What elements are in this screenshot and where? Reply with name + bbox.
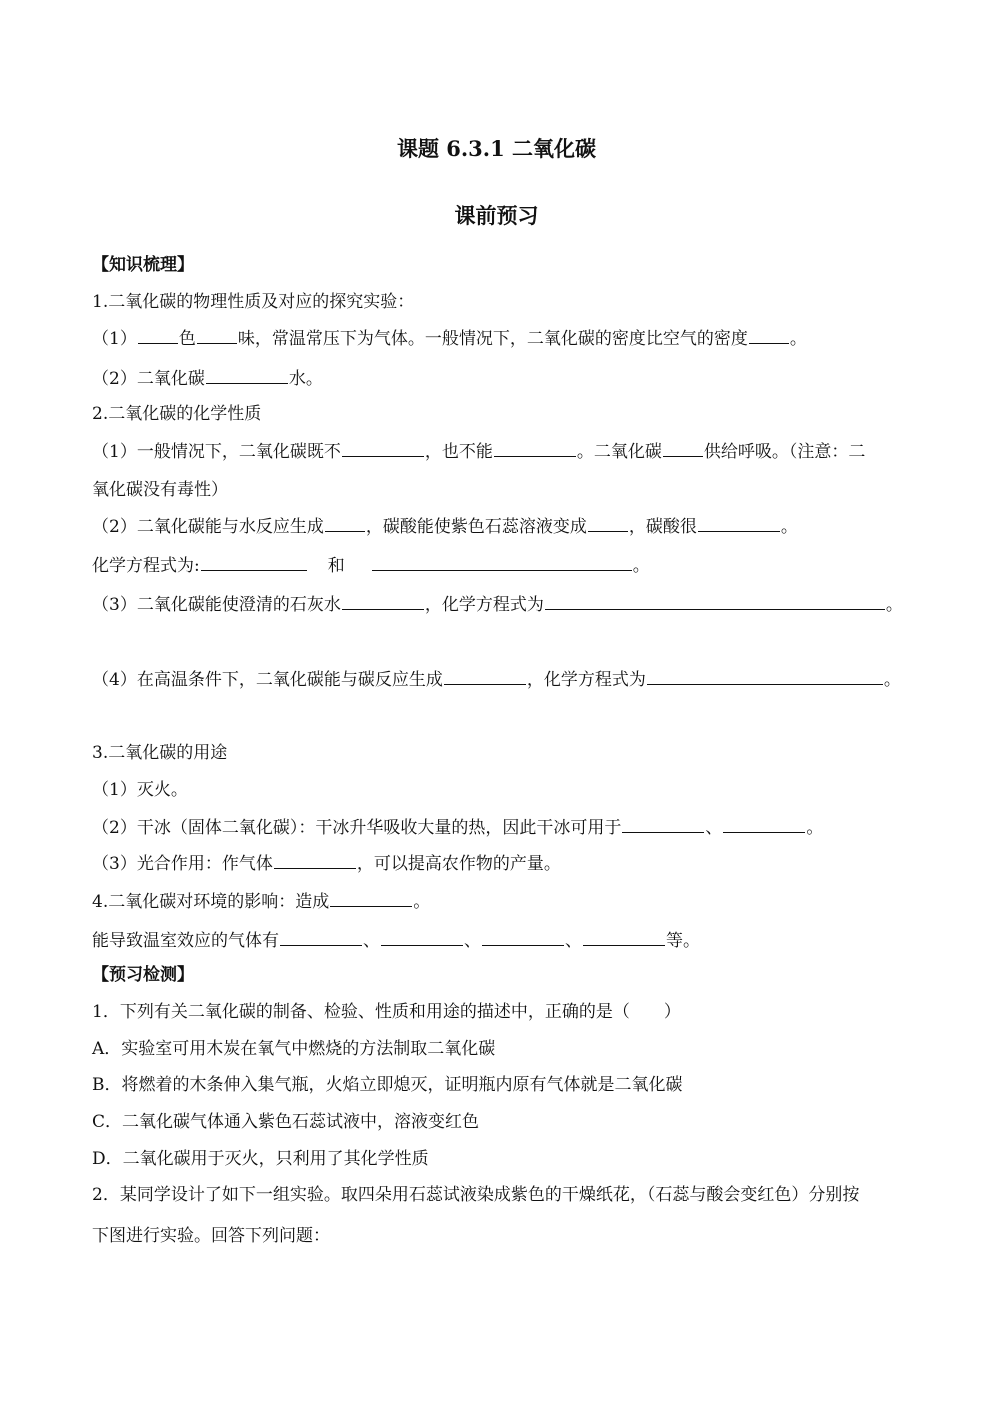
problem-1-option-c[interactable]: C．二氧化碳气体通入紫色石蕊试液中，溶液变红色 [92, 1112, 480, 1132]
blank[interactable] [749, 327, 789, 344]
question-4-gases: 能导致温室效应的气体有 、 、 、 等。 [92, 931, 700, 951]
page-title: 课题 6.3.1 二氧化碳 [396, 136, 597, 161]
blank[interactable] [274, 852, 356, 869]
blank[interactable] [698, 515, 780, 532]
blank[interactable] [622, 816, 704, 833]
question-1-1: （1） 色 味，常温常压下为气体。一般情况下，二氧化碳的密度比空气的密度 。 [92, 329, 807, 349]
blank[interactable] [444, 668, 526, 685]
question-2-2: （2）二氧化碳能与水反应生成 ，碳酸能使紫色石蕊溶液变成 ，碳酸很 。 [92, 517, 798, 537]
blank[interactable] [545, 593, 885, 610]
problem-1-option-b[interactable]: B．将燃着的木条伸入集气瓶，火焰立即熄灭，证明瓶内原有气体就是二氧化碳 [92, 1075, 683, 1095]
question-3-1: （1）灭火。 [92, 780, 188, 800]
question-2-4: （4）在高温条件下，二氧化碳能与碳反应生成 ，化学方程式为 。 [92, 670, 901, 690]
blank[interactable] [663, 440, 703, 457]
question-1-2: （2）二氧化碳 水。 [92, 369, 323, 389]
blank[interactable] [342, 440, 424, 457]
blank[interactable] [201, 554, 307, 571]
section-preview-test-heading: 【预习检测】 [92, 965, 194, 985]
question-1-heading: 1.二氧化碳的物理性质及对应的探究实验： [92, 292, 415, 312]
problem-1-option-d[interactable]: D．二氧化碳用于灭火，只利用了其化学性质 [92, 1149, 429, 1169]
blank[interactable] [138, 327, 178, 344]
blank[interactable] [280, 929, 362, 946]
question-3-2: （2）干冰（固体二氧化碳）：干冰升华吸收大量的热，因此干冰可用于 、 。 [92, 818, 824, 838]
blank[interactable] [583, 929, 665, 946]
blank[interactable] [588, 515, 628, 532]
problem-1-stem: 1．下列有关二氧化碳的制备、检验、性质和用途的描述中，正确的是（ ） [92, 1002, 681, 1022]
question-3-3: （3）光合作用：作气体 ，可以提高农作物的产量。 [92, 854, 561, 874]
blank[interactable] [647, 668, 883, 685]
question-2-1-continued: 氧化碳没有毒性） [92, 480, 228, 500]
blank[interactable] [330, 890, 412, 907]
problem-1-option-a[interactable]: A．实验室可用木炭在氧气中燃烧的方法制取二氧化碳 [92, 1039, 496, 1059]
blank[interactable] [342, 593, 424, 610]
question-2-heading: 2.二氧化碳的化学性质 [92, 404, 262, 424]
question-2-2-equation: 化学方程式为: 和 。 [92, 556, 650, 576]
blank[interactable] [325, 515, 365, 532]
question-2-3: （3）二氧化碳能使澄清的石灰水 ，化学方程式为 。 [92, 595, 903, 615]
page-subtitle: 课前预习 [454, 203, 539, 228]
blank[interactable] [494, 440, 576, 457]
question-3-heading: 3.二氧化碳的用途 [92, 743, 228, 763]
problem-2-stem: 2．某同学设计了如下一组实验。取四朵用石蕊试液染成紫色的干燥纸花，（石蕊与酸会变红色）分别按 [92, 1185, 860, 1205]
blank[interactable] [197, 327, 237, 344]
blank[interactable] [372, 554, 632, 571]
section-knowledge-heading: 【知识梳理】 [92, 255, 194, 275]
question-2-1: （1）一般情况下，二氧化碳既不 ，也不能 。二氧化碳 供给呼吸。（注意：二 [92, 442, 866, 462]
blank[interactable] [206, 367, 288, 384]
blank[interactable] [482, 929, 564, 946]
blank[interactable] [723, 816, 805, 833]
question-4: 4.二氧化碳对环境的影响：造成 。 [92, 892, 431, 912]
problem-2-stem-continued: 下图进行实验。回答下列问题： [92, 1226, 330, 1246]
blank[interactable] [381, 929, 463, 946]
